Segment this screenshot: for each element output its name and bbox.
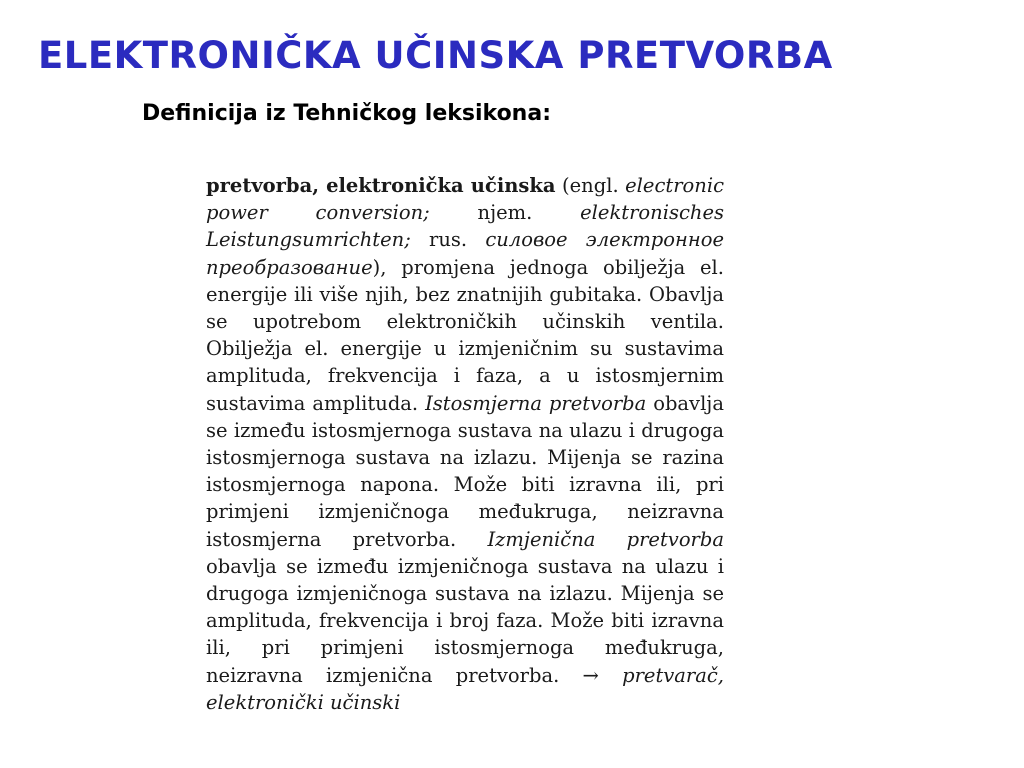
russian-term: силовое электронное преобразование [206, 228, 725, 279]
arrow-icon: → [582, 663, 599, 687]
excerpt-headword: pretvorba, elektronička učinska [206, 174, 556, 197]
slide-title: ELEKTRONIČKA UČINSKA PRETVORBA [38, 34, 833, 77]
excerpt-text: obavlja se između izmjeničnoga sustava na ulazu i drugoga izmjeničnoga sustava na izlazu. Mijenja se amplituda, frekvencija i broj faza. Može biti izravna ili, pri primjeni istosmjernoga međukruga, neizravna izmjenična pretvorba. [206, 554, 724, 687]
excerpt-text: (engl. [555, 174, 626, 197]
german-term: elektronisches Leistungsumrichten; [206, 201, 725, 252]
term-ac-conversion: Izmjenična pretvorba [487, 527, 724, 551]
excerpt-text: ), promjena jednoga obilježja el. energije ili više njih, bez znatnijih gubitaka. Obavlja se upotrebom elektroničkih učinskih ventila. Obilježja el. energije u izmjeničnim su sustavima amplituda, frekvencija i faza, a u istosmjernim sustavima amplituda. [206, 255, 724, 415]
lexicon-excerpt [206, 172, 724, 716]
term-dc-conversion: Istosmjerna pretvorba [425, 391, 647, 415]
excerpt-text: njem. [429, 201, 581, 225]
excerpt-text: rus. [410, 228, 486, 252]
english-term: electronic power conversion; [206, 174, 724, 225]
cross-reference: pretvarač, elektronički učinski [206, 663, 725, 714]
excerpt-text: obavlja se između istosmjernoga sustava na ulazu i drugoga istosmjernoga sustava na izlazu. Mijenja se razina istosmjernoga napona. Može biti izravna ili, pri primjeni izmjeničnoga međukruga, neizravna istosmjerna pretvorba. [206, 391, 724, 551]
slide-subtitle: Definicija iz Tehničkog leksikona: [142, 101, 551, 126]
